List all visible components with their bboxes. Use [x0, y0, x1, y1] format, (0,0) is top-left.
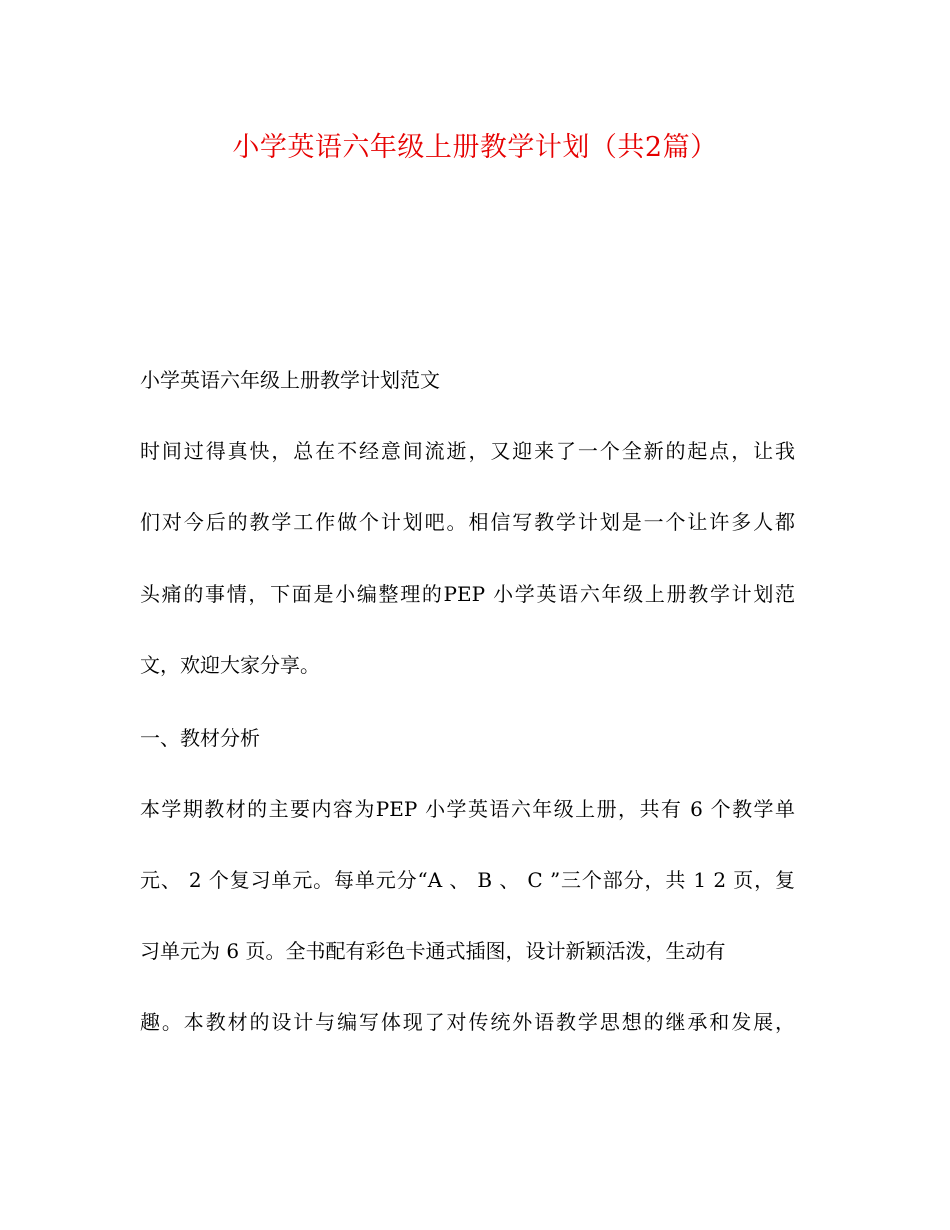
paragraph-line: 们对今后的教学工作做个计划吧。相信写教学计划是一个让许多人都 — [140, 510, 795, 534]
paragraph-line: 文，欢迎大家分享。 — [140, 653, 320, 677]
paragraph-line: 本学期教材的主要内容为PEP 小学英语六年级上册，共有 6 个教学单 — [140, 797, 795, 821]
paragraph-line: 趣。本教材的设计与编写体现了对传统外语教学思想的继承和发展， — [140, 1010, 795, 1034]
section-heading: 一、教材分析 — [140, 726, 260, 750]
paragraph-line: 习单元为 6 页。全书配有彩色卡通式插图，设计新颖活泼，生动有 — [140, 939, 726, 963]
document-title: 小学英语六年级上册教学计划（共2篇） — [232, 132, 718, 163]
paragraph-line: 头痛的事情，下面是小编整理的PEP 小学英语六年级上册教学计划范 — [140, 582, 795, 606]
paragraph-line: 元、 2 个复习单元。每单元分“A 、 B 、 C ”三个部分，共 1 2 页，复 — [140, 868, 795, 892]
section-subtitle: 小学英语六年级上册教学计划范文 — [140, 368, 440, 392]
paragraph-line: 时间过得真快，总在不经意间流逝，又迎来了一个全新的起点，让我 — [140, 439, 795, 463]
